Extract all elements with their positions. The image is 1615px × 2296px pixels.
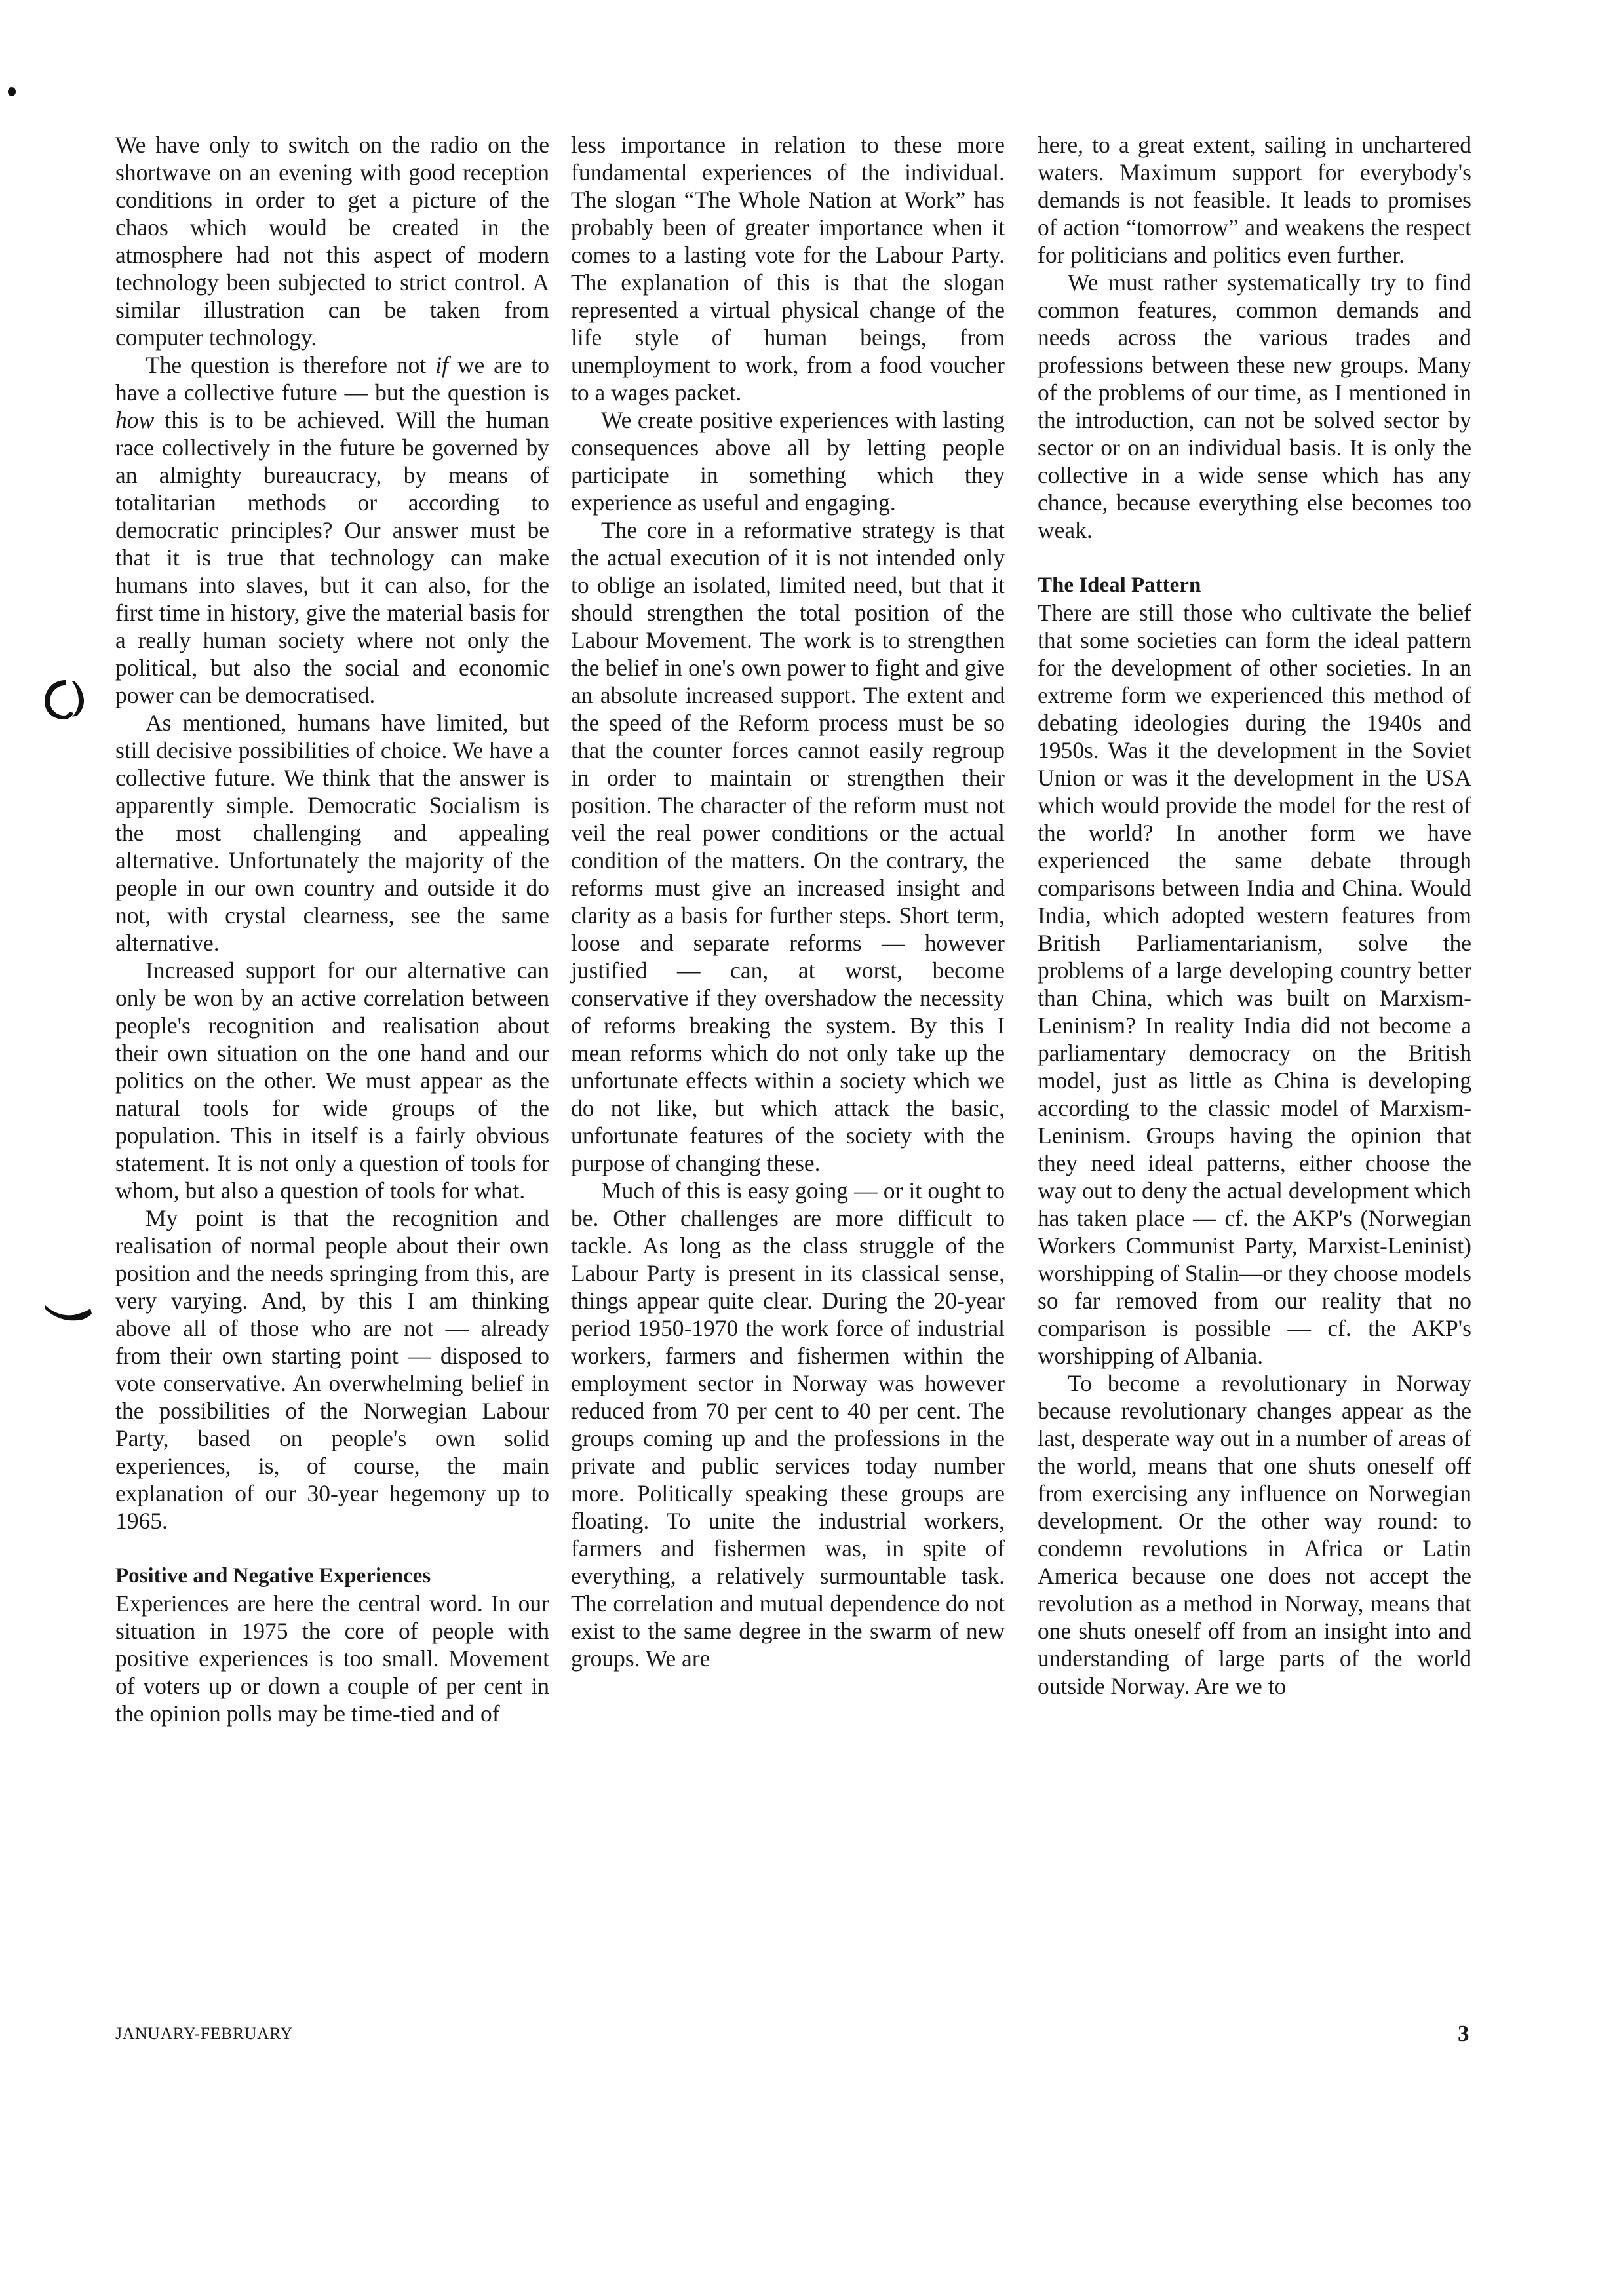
paragraph: We have only to switch on the radio on the shortwave on an evening with good reception conditions in order to get a picture of the chaos which would be created in the atmosphere had not this aspect of modern technology been subjected to strict control. A similar illustration can be taken from computer technology. xyxy=(115,132,549,351)
footer-issue-label: JANUARY-FEBRUARY xyxy=(115,2024,293,2043)
paragraph: less importance in relation to these more fundamental experiences of the individual. The slogan “The Whole Nation at Work” has probably been of greater importance when it comes to a lasting vote for the Labour Party. The explanation of this is that the slogan represented a virtual physical change of the life style of human beings, from unemployment to work, from a food voucher to a wages packet. xyxy=(571,132,1005,406)
column-middle xyxy=(571,131,1005,1672)
section-heading: The Ideal Pattern xyxy=(1038,573,1201,597)
page-number: 3 xyxy=(1458,2021,1469,2046)
paragraph xyxy=(115,351,549,709)
paragraph-text: we are to have a collective future — but the question is xyxy=(115,352,550,406)
paragraph: There are still those who cultivate the belief that some societies can form the ideal pattern for the development of other societies. In an extreme form we experienced this method of debating ideologies during the 1940s and 1950s. Was it the development in the Soviet Union or was it the development in the USA which would provide the model for the rest of the world? In another form we have experienced the same debate through comparisons between India and China. Would India, which adopted western features from British Parliamentarianism, solve the problems of a large developing country better than China, which was built on Marxism-Leninism? In reality India did not become a parliamentary democracy on the British model, just as little as China is developing according to the classic model of Marxism-Leninism. Groups having the opinion that they need ideal patterns, either choose the way out to deny the actual development which has taken place — cf. the AKP's (Norwegian Workers Communist Party, Marxist-Leninist) worshipping of Stalin—or they choose models so far removed from our reality that no comparison is possible — cf. the AKP's worshipping of Albania. xyxy=(1038,600,1471,1369)
emphasis-text: if xyxy=(435,352,448,378)
paragraph: My point is that the recognition and realisation of normal people about their own position and the needs springing from this, are very varying. And, by this I am thinking above all of those who are not — already from their own starting point — disposed to vote conservative. An overwhelming belief in the possibilities of the Norwegian Labour Party, based on people's own solid experiences, is, of course, the main explanation of our 30-year hegemony up to 1965. xyxy=(115,1205,549,1534)
paragraph: We must rather systematically try to find common features, common demands and needs across the various trades and professions between these new groups. Many of the problems of our time, as I mentioned in the introduction, can not be solved sector by sector or on an individual basis. It is only the collective in a wide sense which has any chance, because everything else becomes too weak. xyxy=(1038,269,1471,543)
paragraph: Increased support for our alternative can only be won by an active correlation between people's recognition and realisation about their own situation on the one hand and our politics on the other. We must appear as the natural tools for wide groups of the population. This in itself is a fairly obvious statement. It is not only a question of tools for whom, but also a question of tools for what. xyxy=(115,957,549,1204)
paragraph-text: this is to be achieved. Will the human race collectively in the future be governed by an almighty bureaucracy, by means of totalitarian methods or according to democratic principles? Our answer must be that it is true that technology can make humans into slaves, but it can also, for the first time in history, give the material basis for a really human society where not only the political, but also the social and economic power can be democratised. xyxy=(115,407,549,708)
margin-dot-mark xyxy=(4,84,20,100)
emphasis-text: how xyxy=(115,407,155,433)
margin-curve-mark xyxy=(42,1301,94,1323)
paragraph: Experiences are here the central word. In our situation in 1975 the core of people with positive experiences is too small. Movement of voters up or down a couple of per cent in the opinion polls may be time-tied and of xyxy=(115,1590,549,1727)
paragraph: here, to a great extent, sailing in unchartered waters. Maximum support for everybody's demands is not feasible. It leads to promises of action “tomorrow” and weakens the respect for politicians and politics even further. xyxy=(1038,132,1471,268)
column-left xyxy=(115,131,549,1727)
margin-ring-mark xyxy=(39,675,92,723)
paragraph: To become a revolutionary in Norway because revolutionary changes appear as the last, desperate way out in a number of areas of the world, means that one shuts oneself off from exercising any influence on Norwegian development. Or the other way round: to condemn revolutions in Africa or Latin America because one does not accept the revolution as a method in Norway, means that one shuts oneself off from an insight into and understanding of large parts of the world outside Norway. Are we to xyxy=(1038,1370,1471,1699)
spacer xyxy=(115,1535,549,1562)
paragraph: The core in a reformative strategy is that the actual execution of it is not intended only to oblige an isolated, limited need, but that it should strengthen the total position of the Labour Movement. The work is to strengthen the belief in one's own power to fight and give an absolute increased support. The extent and the speed of the Reform process must be so that the counter forces cannot easily regroup in order to maintain or strengthen their position. The character of the reform must not veil the real power conditions or the actual condition of the matters. On the contrary, the reforms must give an increased insight and clarity as a basis for further steps. Short term, loose and separate reforms — however justified — can, at worst, become conservative if they overshadow the necessity of reforms breaking the system. By this I mean reforms which do not only take up the unfortunate effects within a society which we do not like, but which attack the basic, unfortunate features of the society with the purpose of changing these. xyxy=(571,517,1005,1176)
section-heading: Positive and Negative Experiences xyxy=(115,1564,431,1588)
paragraph: We create positive experiences with lasting consequences above all by letting people participate in something which they experience as useful and engaging. xyxy=(571,407,1005,516)
paragraph: As mentioned, humans have limited, but still decisive possibilities of choice. We have a collective future. We think that the answer is apparently simple. Democratic Socialism is the most challenging and appealing alternative. Unfortunately the majority of the people in our own country and outside it do not, with crystal clearness, see the same alternative. xyxy=(115,710,549,956)
paragraph: Much of this is easy going — or it ought to be. Other challenges are more difficult to tackle. As long as the class struggle of the Labour Party is present in its classical sense, things appear quite clear. During the 20-year period 1950-1970 the work force of industrial workers, farmers and fishermen within the employment sector in Norway was however reduced from 70 per cent to 40 per cent. The groups coming up and the professions in the private and public services today number more. Politically speaking these groups are floating. To unite the industrial workers, farmers and fishermen was, in spite of everything, a relatively surmountable task. The correlation and mutual dependence do not exist to the same degree in the swarm of new groups. We are xyxy=(571,1177,1005,1672)
spacer xyxy=(1038,544,1471,571)
column-right xyxy=(1038,131,1471,1700)
paragraph-text: The question is therefore not xyxy=(146,352,427,378)
